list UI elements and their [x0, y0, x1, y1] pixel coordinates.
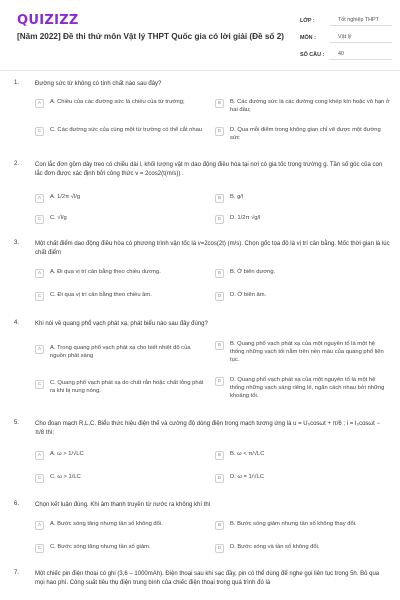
option-text: A. Đi qua vị trí cân bằng theo chiều dương.	[50, 269, 161, 275]
option-badge: A	[35, 451, 44, 460]
question-number: 5.	[14, 420, 20, 426]
meta-table	[300, 12, 392, 63]
question-number: 7.	[14, 570, 20, 576]
option-c[interactable]	[35, 126, 205, 136]
option-text: A. Chiều của các đường sức là chiều của từ trường;	[50, 99, 185, 105]
option-text: C. Bước sóng tăng nhưng tần số giảm.	[50, 544, 151, 550]
option-badge: B	[215, 521, 224, 530]
question-text: Một chiếc pin điện thoại có ghi (3,6 – 1000mAh). Điện thoại sau khi sạc đầy, pin có thể dùng để nghe gọi liên tục trong 5h. Bỏ qua mọi hao phí. Công suất tiêu thụ điện trung bình của chiếc điện thoại trong quá trình đó là	[35, 571, 380, 586]
option-text: A. ω > 1/√LC	[50, 451, 84, 457]
option-b[interactable]	[215, 520, 390, 530]
option-badge: D	[215, 292, 224, 301]
question-number: 3.	[14, 240, 20, 246]
option-badge: C	[35, 474, 44, 483]
option-text: C. ω > 1/LC	[50, 474, 81, 480]
question-text: Một chất điểm dao động điều hòa có phương trình vận tốc là v=2cos(2t) (m/s). Chọn gốc tọa độ là vị trí cân bằng. Mốc thời gian là lúc chất điểm	[35, 241, 390, 256]
option-badge: D	[215, 215, 224, 224]
option-c[interactable]	[35, 379, 205, 395]
option-badge: C	[35, 292, 44, 301]
option-badge: A	[35, 345, 44, 354]
option-badge: A	[35, 521, 44, 530]
option-c[interactable]	[35, 214, 205, 224]
option-b[interactable]	[215, 98, 390, 114]
question-text: Khi nói về quang phổ vạch phát xạ, phát biểu nào sau đây đúng?	[35, 321, 208, 327]
option-text: C. Các đường sức của cùng một từ trường có thể cắt nhau	[50, 127, 203, 133]
option-c[interactable]	[35, 473, 205, 483]
option-d[interactable]	[215, 543, 390, 553]
option-text: C. Đi qua vị trí cân bằng theo chiều âm.	[50, 292, 152, 298]
option-badge: D	[215, 544, 224, 553]
option-c[interactable]	[35, 291, 205, 301]
option-badge: C	[35, 544, 44, 553]
meta-row-subject	[300, 29, 392, 46]
option-text: B. Quang phổ vạch phát xạ của một nguyên tố là một hệ thống những vạch tối nằm trên nền màu của quang phổ liên tục.	[230, 341, 384, 363]
meta-value: 40	[330, 49, 392, 60]
option-badge: D	[215, 474, 224, 483]
option-text: C. Quang phổ vạch phát xạ do chất rắn hoặc chất lỏng phát ra khi bị nung nóng.	[50, 380, 204, 394]
option-d[interactable]	[215, 214, 390, 224]
question-number: 4.	[14, 320, 20, 326]
question-number: 1.	[14, 80, 20, 86]
option-text: A. Bước sóng tăng nhưng tần số không đổi.	[50, 521, 163, 527]
option-text: B. Bước sóng giảm nhưng tần số không thay đổi.	[230, 521, 357, 527]
meta-value: Tốt nghiệp THPT	[330, 15, 392, 26]
question-number: 6.	[14, 501, 20, 507]
quizizz-logo: QUIZIZZ	[17, 13, 79, 28]
option-badge: A	[35, 99, 44, 108]
option-badge: A	[35, 269, 44, 278]
option-text: D. Qua mỗi điểm trong không gian chỉ vẽ được một đường sức	[230, 127, 381, 141]
option-b[interactable]	[215, 450, 390, 460]
question-text: Con lắc đơn gồm dây treo có chiều dài l, khối lượng vật m dao động điều hòa tại nơi có gia tốc trọng trường g. Tần số góc của con lắc đơn được xác định bởi công thức v = 2cos2(t(m/s)) .	[35, 162, 383, 177]
option-d[interactable]	[215, 126, 390, 142]
option-b[interactable]	[215, 268, 390, 278]
option-text: D. ω = 1/√LC	[230, 474, 264, 480]
meta-key: LỚP :	[300, 17, 315, 24]
option-text: D. Quang phổ vạch phát xạ của một nguyên tố là một hệ thống những vạch sáng riêng lẻ, ngăn cách nhau bởi những khoảng tối.	[230, 377, 385, 399]
option-badge: D	[215, 127, 224, 136]
option-d[interactable]	[215, 291, 390, 301]
option-text: D. 1/2π √g/l	[230, 215, 261, 221]
option-text: A. 1/2π √l/g	[50, 194, 81, 200]
question-text: Đường sức từ không có tính chất nào sau đây?	[35, 81, 162, 87]
option-d[interactable]	[215, 376, 390, 400]
option-badge: A	[35, 194, 44, 203]
option-text: B. g/l	[230, 194, 244, 200]
option-text: A. Trong quang phổ vạch phát xạ cho biết nhiệt độ của nguồn phát sáng	[50, 345, 191, 359]
option-a[interactable]	[35, 268, 205, 278]
option-a[interactable]	[35, 520, 205, 530]
option-text: B. Ở biên dương.	[230, 269, 276, 275]
question-text: Chọn kết luận đúng. Khi âm thanh truyền từ nước ra không khí thì	[35, 502, 211, 508]
option-text: B. Các đường sức là các đường cong khép kín hoặc vô hạn ở hai đầu;	[230, 99, 390, 113]
meta-value: Vật lý	[330, 32, 392, 43]
option-badge: B	[215, 269, 224, 278]
meta-row-count	[300, 46, 392, 63]
option-c[interactable]	[35, 543, 205, 553]
option-badge: B	[215, 451, 224, 460]
option-b[interactable]	[215, 193, 390, 203]
worksheet-header	[0, 0, 400, 70]
document-title: [Năm 2022] Đề thi thử môn Vật lý THPT Quốc gia có lời giải (Đề số 2)	[17, 32, 284, 41]
option-text: B. ω < π/√LC	[230, 451, 265, 457]
meta-key: MÔN :	[300, 34, 316, 41]
option-a[interactable]	[35, 344, 205, 360]
question-text: Cho đoạn mạch R,L,C. Biểu thức hiệu điện thế và cường độ dòng điện trong mạch tương ứng là u = U₀cosωt + π/6 ; i = I₀cosωt − π/8 thì:	[35, 421, 380, 436]
option-d[interactable]	[215, 473, 390, 483]
option-b[interactable]	[215, 340, 390, 364]
meta-key: SỐ CÂU :	[300, 51, 325, 58]
option-text: D. Ở biên âm.	[230, 292, 267, 298]
option-badge: B	[215, 341, 224, 350]
option-badge: C	[35, 127, 44, 136]
header-divider	[0, 70, 400, 71]
option-badge: C	[35, 380, 44, 389]
option-badge: B	[215, 194, 224, 203]
option-a[interactable]	[35, 193, 205, 203]
question-number: 2.	[14, 161, 20, 167]
option-badge: B	[215, 99, 224, 108]
option-a[interactable]	[35, 98, 205, 108]
meta-row-class	[300, 12, 392, 29]
option-a[interactable]	[35, 450, 205, 460]
option-badge: C	[35, 215, 44, 224]
option-text: D. Bước sóng và tần số không đổi.	[230, 544, 320, 550]
option-badge: D	[215, 377, 224, 386]
option-text: C. √l/g	[50, 215, 67, 221]
